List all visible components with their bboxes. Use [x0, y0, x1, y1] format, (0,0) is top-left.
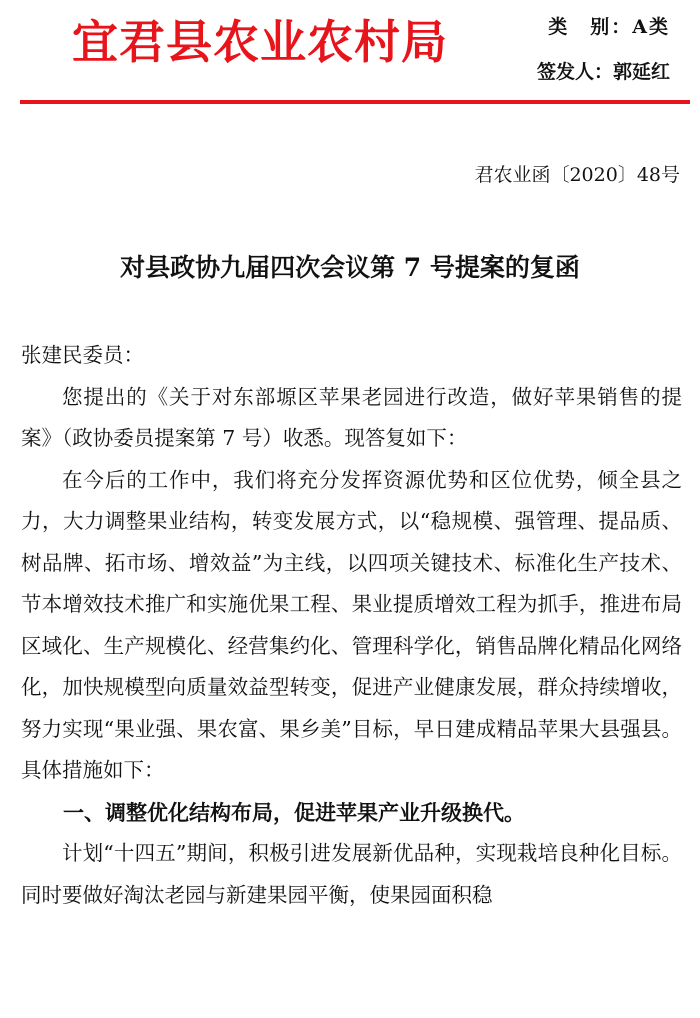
letterhead-rule [20, 100, 690, 104]
document-number: 君农业函〔2020〕48号 [474, 164, 680, 186]
document-title: 对县政协九届四次会议第 7 号提案的复函 [120, 253, 580, 282]
category-label: 类 别：A类 [548, 16, 670, 38]
body-paragraph-2: 在今后的工作中，我们将充分发挥资源优势和区位优势，倾全县之力，大力调整果业结构，转变发展方式，以“稳规模、强管理、提品质、树品牌、拓市场、增效益”为主线，以四项关键技术、标准化生产技术、节本增效技术推广和实施优果工程、果业提质增效工程为抓手，推进布局区域化、生产规模化、经营集约化、管理科学化，销售品牌化精品化网络化，加快规模型向质量效益型转变，促进产业健康发展，群众持续增收，努力实现“果业强、果农富、果乡美”目标，早日建成精品苹果大县强县。具体措施如下： [21, 467, 682, 782]
issuer-label: 签发人：郭延红 [536, 61, 670, 83]
salutation: 张建民委员： [21, 343, 144, 367]
section-paragraph-1: 计划“十四五”期间，积极引进发展新优品种，实现栽培良种化目标。同时要做好淘汰老园与新建果园平衡，使果园面积稳 [21, 841, 682, 907]
body-paragraph-1: 您提出的《关于对东部塬区苹果老园进行改造，做好苹果销售的提案》（政协委员提案第 7 号）收悉。现答复如下： [21, 384, 682, 450]
section-heading-1: 一、调整优化结构布局，促进苹果产业升级换代。 [63, 799, 525, 825]
document-body [21, 335, 682, 916]
letterhead-title: 宜君县农业农村局 [72, 15, 448, 69]
